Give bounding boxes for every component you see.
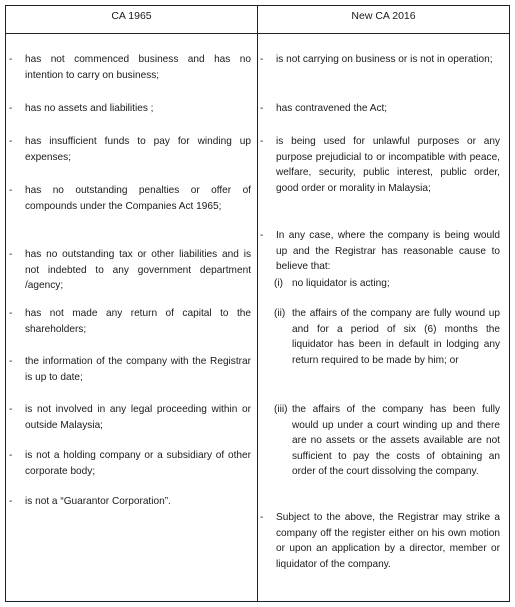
left-item-text: is not a holding company or a subsidiary of other corporate body; — [25, 450, 251, 477]
right-list-item — [260, 101, 500, 117]
right-list-item — [260, 134, 500, 196]
left-item-text: has no assets and liabilities ; — [25, 103, 154, 114]
left-item-text: has not commenced business and has no intention to carry on business; — [25, 54, 251, 81]
left-item-text: the information of the company with the Registrar is up to date; — [25, 356, 251, 383]
header-ca-1965: CA 1965 — [111, 10, 152, 22]
right-item-text: is being used for unlawful purposes or any purpose prejudicial to or incompatible with peace, welfare, security, public interest, public order, good order or morality in Malaysia; — [276, 136, 500, 194]
sub-item-number: (ii) — [274, 308, 286, 319]
bullet-dash: - — [9, 356, 13, 367]
column-divider — [257, 6, 258, 601]
sub-item-text: the affairs of the company are fully wound up and for a period of six (6) months the liquidator has been in default in lodging any return required to be made by him; or — [292, 308, 500, 366]
bullet-dash: - — [9, 136, 13, 147]
left-list-item — [9, 494, 251, 510]
right-list-item — [260, 510, 500, 572]
right-item-text: has contravened the Act; — [276, 103, 388, 114]
sub-item-number: (iii) — [274, 404, 288, 415]
left-list-item — [9, 247, 251, 294]
bullet-dash: - — [9, 249, 13, 260]
left-list-item — [9, 134, 251, 165]
left-list-item — [9, 448, 251, 479]
left-item-text: has not made any return of capital to the shareholders; — [25, 308, 251, 335]
bullet-dash: - — [9, 185, 13, 196]
left-list-item — [9, 52, 251, 83]
left-item-text: has insufficient funds to pay for winding up expenses; — [25, 136, 251, 163]
right-item-text: In any case, where the company is being would up and the Registrar has reasonable cause to believe that: — [276, 230, 500, 273]
bullet-dash: - — [9, 54, 13, 65]
right-list-item — [260, 52, 500, 68]
right-sub-item — [274, 276, 500, 292]
right-sub-item — [274, 306, 500, 368]
bullet-dash: - — [260, 103, 264, 114]
bullet-dash: - — [9, 404, 13, 415]
bullet-dash: - — [9, 103, 13, 114]
bullet-dash: - — [9, 450, 13, 461]
bullet-dash: - — [260, 136, 264, 147]
bullet-dash: - — [260, 512, 264, 523]
sub-item-text: no liquidator is acting; — [292, 278, 390, 289]
left-list-item — [9, 183, 251, 214]
right-list-item — [260, 228, 500, 275]
left-list-item — [9, 306, 251, 337]
sub-item-text: the affairs of the company has been fully would up under a court winding up and there are no assets or the assets available are not sufficient to pay the costs of obtaining an order of the court dissolving the company. — [292, 404, 500, 478]
comparison-table — [5, 5, 510, 602]
left-item-text: has no outstanding penalties or offer of compounds under the Companies Act 1965; — [25, 185, 251, 212]
sub-item-number: (i) — [274, 278, 283, 289]
bullet-dash: - — [260, 54, 264, 65]
left-list-item — [9, 402, 251, 433]
bullet-dash: - — [260, 230, 264, 241]
left-list-item — [9, 101, 251, 117]
bullet-dash: - — [9, 308, 13, 319]
left-item-text: is not a “Guarantor Corporation”. — [25, 496, 171, 507]
right-sub-item — [274, 402, 500, 480]
right-item-text: is not carrying on business or is not in operation; — [276, 54, 493, 65]
header-new-ca-2016: New CA 2016 — [351, 10, 416, 22]
right-item-text: Subject to the above, the Registrar may strike a company off the register either on his own motion or upon an application by a director, member or liquidator of the company. — [276, 512, 500, 570]
left-item-text: has no outstanding tax or other liabilities and is not indebted to any government department /agency; — [25, 249, 251, 292]
left-item-text: is not involved in any legal proceeding within or outside Malaysia; — [25, 404, 251, 431]
bullet-dash: - — [9, 496, 13, 507]
left-list-item — [9, 354, 251, 385]
